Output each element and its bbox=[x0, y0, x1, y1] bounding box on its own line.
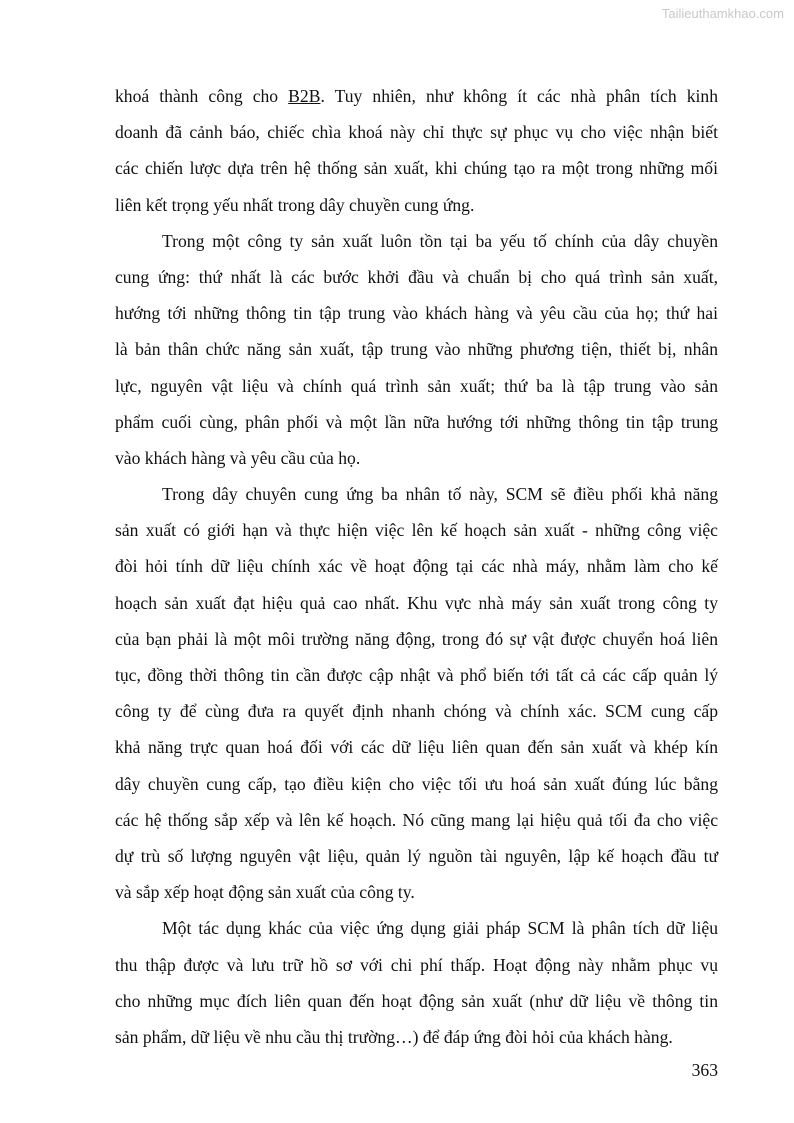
b2b-link[interactable]: B2B bbox=[288, 86, 321, 106]
text-line: hướng tới những thông tin tập trung vào khách hàng và yêu cầu của họ; thứ hai bbox=[115, 303, 718, 324]
text-line: sản xuất có giới hạn và thực hiện việc lên kế hoạch sản xuất - những công việc bbox=[115, 520, 718, 541]
text-line: sản phẩm, dữ liệu về nhu cầu thị trường…) để đáp ứng đòi hỏi của khách hàng. bbox=[115, 1026, 673, 1047]
page-number: 363 bbox=[691, 1060, 718, 1080]
text-line: khả năng trực quan hoá đối với các dữ liệu liên quan đến sản xuất và khép kín bbox=[115, 737, 718, 758]
body-text bbox=[115, 78, 718, 1055]
text-segment: khoá thành công cho bbox=[115, 86, 289, 106]
watermark: Tailieuthamkhao.com bbox=[661, 6, 784, 21]
text-line: tục, đồng thời thông tin cần được cập nhật và phổ biến tới tất cả các cấp quản lý bbox=[115, 665, 718, 685]
text-segment: . Tuy nhiên, như không ít các nhà phân tích kinh bbox=[320, 86, 719, 106]
text-line: các hệ thống sắp xếp và lên kế hoạch. Nó cũng mang lại hiệu quả tối đa cho việc bbox=[115, 809, 718, 830]
text-line bbox=[115, 78, 718, 114]
text-line: cho những mục đích liên quan đến hoạt động sản xuất (như dữ liệu về thông tin bbox=[115, 990, 718, 1011]
text-line: và sắp xếp hoạt động sản xuất của công ty. bbox=[115, 882, 415, 903]
text-line: dự trù số lượng nguyên vật liệu, quản lý nguồn tài nguyên, lập kế hoạch đầu tư bbox=[115, 845, 718, 866]
text-line: dây chuyền cung cấp, tạo điều kiện cho việc tối ưu hoá sản xuất đúng lúc bằng bbox=[115, 773, 718, 794]
text-line: hoạch sản xuất đạt hiệu quả cao nhất. Khu vực nhà máy sản xuất trong công ty bbox=[115, 592, 718, 613]
text-line: đòi hỏi tính dữ liệu chính xác về hoạt động tại các nhà máy, nhằm làm cho kế bbox=[115, 556, 718, 577]
text-line: các chiến lược dựa trên hệ thống sản xuất, khi chúng tạo ra một trong những mối bbox=[115, 158, 718, 179]
text-line: Trong một công ty sản xuất luôn tồn tại ba yếu tố chính của dây chuyền bbox=[162, 230, 718, 251]
text-line: công ty để cùng đưa ra quyết định nhanh chóng và chính xác. SCM cung cấp bbox=[115, 701, 718, 722]
text-line: Một tác dụng khác của việc ứng dụng giải pháp SCM là phân tích dữ liệu bbox=[162, 918, 718, 939]
text-line: lực, nguyên vật liệu và chính quá trình sản xuất; thứ ba là tập trung vào sản bbox=[115, 375, 718, 396]
text-line: phẩm cuối cùng, phân phối và một lần nữa hướng tới những thông tin tập trung bbox=[115, 411, 718, 432]
text-line: là bản thân chức năng sản xuất, tập trung vào những phương tiện, thiết bị, nhân bbox=[115, 339, 718, 360]
text-line: cung ứng: thứ nhất là các bước khởi đầu và chuẩn bị cho quá trình sản xuất, bbox=[115, 266, 718, 287]
text-line: Trong dây chuyên cung ứng ba nhân tố này, SCM sẽ điều phối khả năng bbox=[162, 484, 718, 505]
text-line: của bạn phải là một môi trường năng động, trong đó sự vật được chuyển hoá liên bbox=[115, 628, 718, 649]
text-line: liên kết trọng yếu nhất trong dây chuyền cung ứng. bbox=[115, 194, 475, 215]
paragraphs bbox=[115, 114, 718, 1055]
text-line: vào khách hàng và yêu cầu của họ. bbox=[115, 447, 361, 468]
text-line: thu thập được và lưu trữ hồ sơ với chi phí thấp. Hoạt động này nhằm phục vụ bbox=[115, 954, 718, 975]
text-line: doanh đã cảnh báo, chiếc chìa khoá này chỉ thực sự phục vụ cho việc nhận biết bbox=[115, 122, 718, 143]
